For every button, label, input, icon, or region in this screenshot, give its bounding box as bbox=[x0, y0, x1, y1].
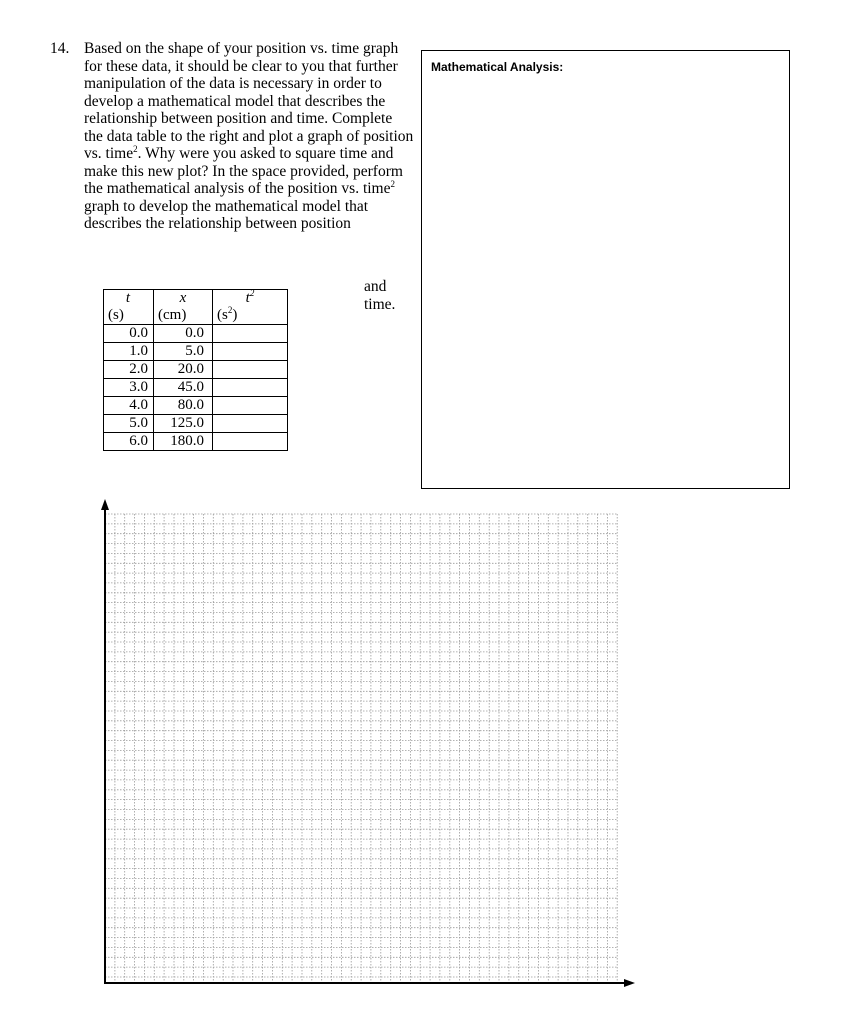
unit-s2-open: (s bbox=[217, 307, 228, 323]
cell-x: 45.0 bbox=[154, 379, 213, 397]
table-row bbox=[104, 433, 288, 451]
question-number: 14. bbox=[50, 40, 70, 57]
header-t2-sup: 2 bbox=[249, 288, 255, 298]
question-text-part-1: Based on the shape of your position vs. time graph for these data, it should be clear to you that further manipulation of the data is necessary in order to develop a mathematical model that describes the relationship between position and time. Complete the data table to the right and plot a graph of position vs. time bbox=[84, 40, 414, 162]
table-row bbox=[104, 397, 288, 415]
table-row bbox=[104, 325, 288, 343]
cell-x: 180.0 bbox=[154, 433, 213, 451]
cell-t2-blank[interactable] bbox=[213, 361, 288, 379]
graph-gridlines bbox=[105, 514, 617, 983]
header-t: t bbox=[104, 290, 154, 308]
question-text-end: and time. bbox=[364, 278, 396, 313]
unit-s2-sup: 2 bbox=[227, 305, 233, 315]
question-text bbox=[84, 40, 414, 233]
unit-cm: (cm) bbox=[154, 307, 213, 325]
cell-t2-blank[interactable] bbox=[213, 433, 288, 451]
cell-t2-blank[interactable] bbox=[213, 415, 288, 433]
header-t2-base: t bbox=[245, 290, 250, 306]
cell-x: 125.0 bbox=[154, 415, 213, 433]
cell-t: 1.0 bbox=[104, 343, 154, 361]
table-row bbox=[104, 343, 288, 361]
x-axis-arrow-icon bbox=[624, 979, 635, 987]
cell-x: 5.0 bbox=[154, 343, 213, 361]
cell-t: 2.0 bbox=[104, 361, 154, 379]
cell-t: 0.0 bbox=[104, 325, 154, 343]
unit-s2-close: ) bbox=[232, 307, 238, 323]
analysis-title: Mathematical Analysis: bbox=[431, 60, 564, 74]
cell-t: 3.0 bbox=[104, 379, 154, 397]
table-row bbox=[104, 361, 288, 379]
cell-t2-blank[interactable] bbox=[213, 325, 288, 343]
table-row bbox=[104, 379, 288, 397]
question-text-part-2: . Why were you asked to square time and make this new plot? In the space provided, perform the mathematical analysis of the position vs. time bbox=[84, 145, 403, 197]
cell-t2-blank[interactable] bbox=[213, 379, 288, 397]
superscript-2: 2 bbox=[390, 179, 395, 189]
cell-t: 6.0 bbox=[104, 433, 154, 451]
table-units-row bbox=[104, 307, 288, 325]
cell-t2-blank[interactable] bbox=[213, 343, 288, 361]
data-table bbox=[103, 289, 288, 451]
y-axis-arrow-icon bbox=[101, 499, 109, 510]
cell-t: 4.0 bbox=[104, 397, 154, 415]
mathematical-analysis-box[interactable] bbox=[421, 50, 790, 489]
header-x: x bbox=[154, 290, 213, 308]
unit-s: (s) bbox=[104, 307, 154, 325]
blank-graph-grid[interactable] bbox=[95, 495, 640, 995]
header-t-squared bbox=[213, 290, 288, 308]
cell-x: 20.0 bbox=[154, 361, 213, 379]
superscript-1: 2 bbox=[133, 144, 138, 154]
cell-x: 80.0 bbox=[154, 397, 213, 415]
cell-x: 0.0 bbox=[154, 325, 213, 343]
table-header-row bbox=[104, 290, 288, 308]
question-text-part-3: graph to develop the mathematical model that describes the relationship between position bbox=[84, 197, 369, 232]
cell-t2-blank[interactable] bbox=[213, 397, 288, 415]
table-row bbox=[104, 415, 288, 433]
unit-s-squared bbox=[213, 307, 288, 325]
cell-t: 5.0 bbox=[104, 415, 154, 433]
